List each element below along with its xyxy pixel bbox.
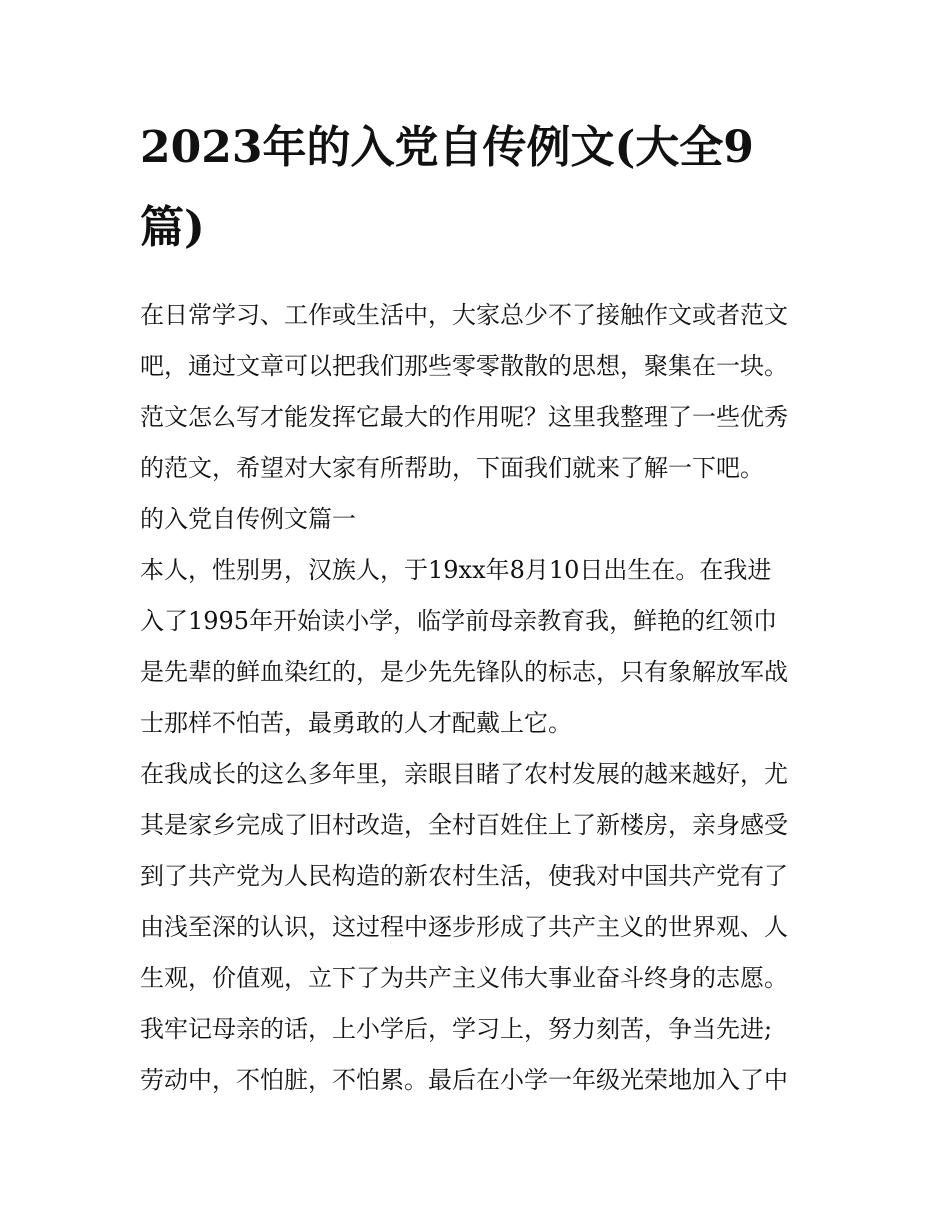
document-content (140, 108, 812, 1106)
body-line: 是先辈的鲜血染红的，是少先先锋队的标志，只有象解放军战 (140, 658, 788, 686)
body-line: 到了共产党为人民构造的新农村生活，使我对中国共产党有了 (140, 862, 788, 890)
title-line: 篇) (140, 202, 205, 253)
body-line: 由浅至深的认识，这过程中逐步形成了共产主义的世界观、人 (140, 913, 788, 941)
body-line: 范文怎么写才能发挥它最大的作用呢？这里我整理了一些优秀 (140, 403, 788, 431)
body-line: 我牢记母亲的话，上小学后，学习上，努力刻苦，争当先进; (140, 1015, 773, 1043)
body-line: 其是家乡完成了旧村改造，全村百姓住上了新楼房，亲身感受 (140, 811, 788, 839)
document-body (140, 290, 812, 1106)
document-title (140, 108, 812, 268)
body-line: 本人，性别男，汉族人，于19xx年8月10日出生在。在我进 (140, 556, 772, 584)
body-line: 劳动中，不怕脏，不怕累。最后在小学一年级光荣地加入了中 (140, 1066, 788, 1094)
body-line: 入了1995年开始读小学，临学前母亲教育我，鲜艳的红领巾 (140, 607, 778, 635)
body-line: 吧，通过文章可以把我们那些零零散散的思想，聚集在一块。 (140, 352, 788, 380)
body-line: 士那样不怕苦，最勇敢的人才配戴上它。 (140, 709, 572, 737)
body-line: 在我成长的这么多年里，亲眼目睹了农村发展的越来越好，尤 (140, 760, 788, 788)
body-line: 在日常学习、工作或生活中，大家总少不了接触作文或者范文 (140, 301, 788, 329)
body-line: 生观，价值观，立下了为共产主义伟大事业奋斗终身的志愿。 (140, 964, 788, 992)
body-line: 的范文，希望对大家有所帮助，下面我们就来了解一下吧。 (140, 454, 764, 482)
title-line: 2023年的入党自传例文(大全9 (140, 122, 754, 173)
section-heading: 的入党自传例文篇一 (140, 505, 356, 533)
